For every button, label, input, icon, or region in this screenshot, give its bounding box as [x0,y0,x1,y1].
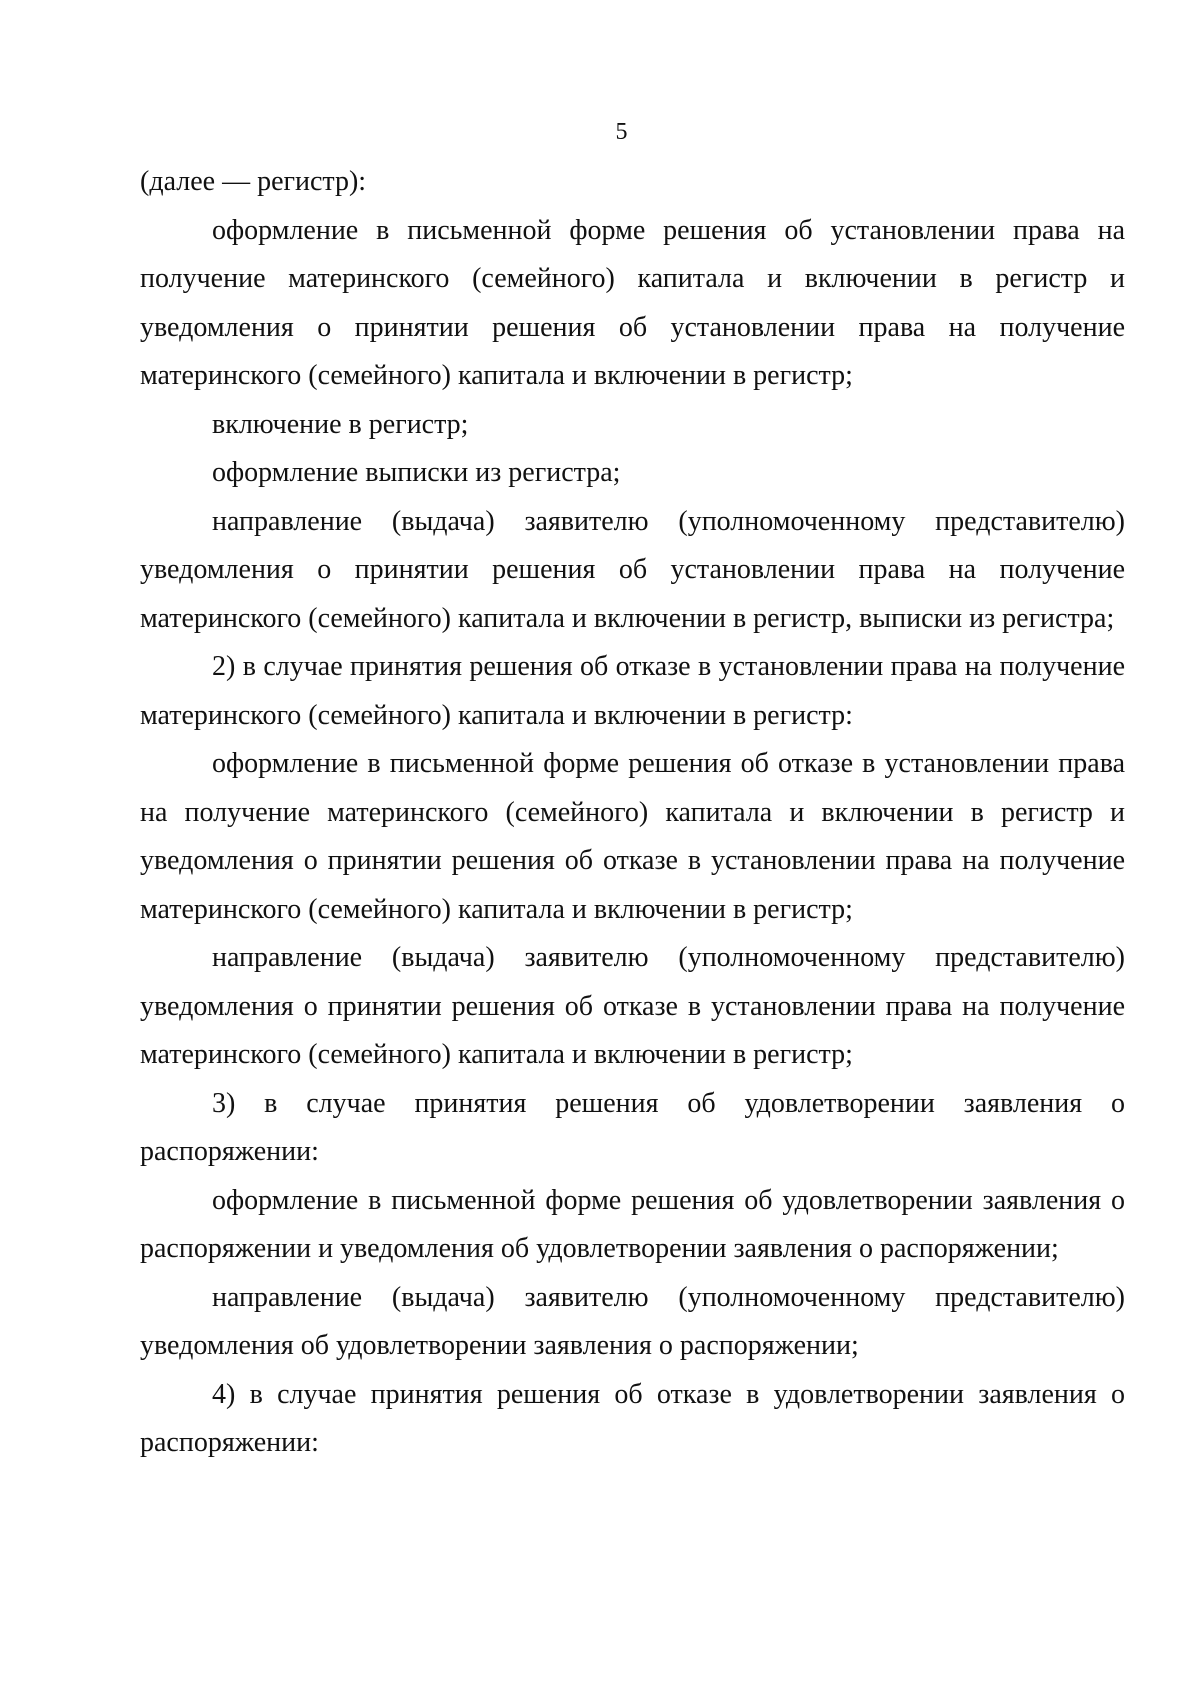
document-body [140,158,1125,1468]
paragraph: направление (выдача) заявителю (уполномоченному представителю) уведомления о принятии решения об отказе в установлении права на получение материнского (семейного) капитала и включении в регистр; [140,942,1125,1070]
numbered-paragraph: 3) в случае принятия решения об удовлетворении заявления о распоряжении: [140,1087,1125,1167]
paragraph: оформление в письменной форме решения об установлении права на получение материнского (семейного) капитала и включении в регистр и уведомления о принятии решения об установлении права на получение материнского (семейного) капитала и включении в регистр; [140,214,1125,391]
numbered-paragraph: 2) в случае принятия решения об отказе в установлении права на получение материнского (семейного) капитала и включении в регистр: [140,651,1125,731]
paragraph: оформление выписки из регистра; [212,457,621,488]
paragraph: оформление в письменной форме решения об удовлетворении заявления о распоряжении и уведомления об удовлетворении заявления о распоряжении; [140,1184,1125,1264]
paragraph-continuation: (далее — регистр): [140,166,367,197]
numbered-paragraph: 4) в случае принятия решения об отказе в удовлетворении заявления о распоряжении: [140,1378,1125,1458]
paragraph: направление (выдача) заявителю (уполномоченному представителю) уведомления о принятии решения об установлении права на получение материнского (семейного) капитала и включении в регистр, выписки из регистра; [140,505,1125,634]
paragraph: направление (выдача) заявителю (уполномоченному представителю) уведомления об удовлетворении заявления о распоряжении; [140,1281,1125,1361]
page-number: 5 [615,119,628,145]
paragraph: включение в регистр; [212,408,469,440]
paragraph: оформление в письменной форме решения об отказе в установлении права на получение материнского (семейного) капитала и включении в регистр и уведомления о принятии решения об отказе в установлении права на получение материнского (семейного) капитала и включении в регистр; [140,748,1125,925]
